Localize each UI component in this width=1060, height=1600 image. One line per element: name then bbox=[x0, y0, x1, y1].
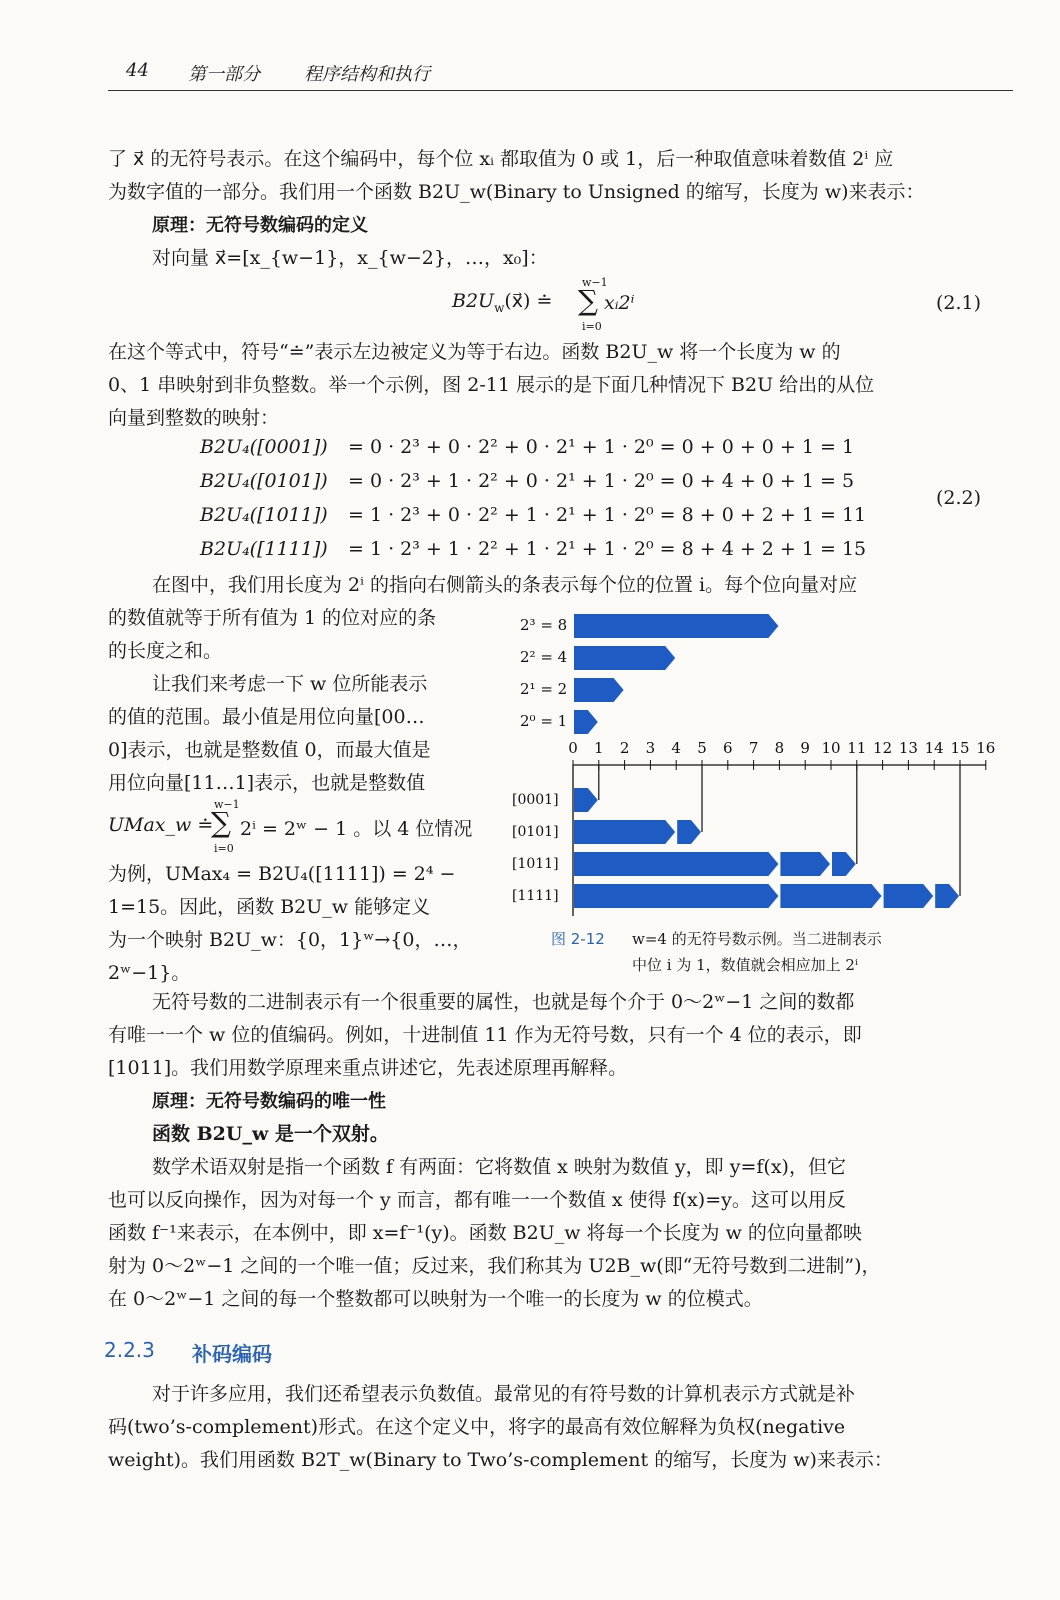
paragraph-line: 1=15。因此，函数 B2U_w 能够定义 bbox=[108, 896, 431, 918]
paragraph-line: 有唯一一个 w 位的值编码。例如，十进制值 11 作为无符号数，只有一个 4 位的表示，即 bbox=[108, 1024, 862, 1046]
vector-label: [1111] bbox=[512, 888, 559, 904]
legend-bar bbox=[574, 678, 624, 702]
eq22-rhs: = 0 · 2³ + 0 · 2² + 0 · 2¹ + 1 · 2⁰ = 0 + 0 + 0 + 1 = 1 bbox=[348, 436, 855, 458]
paragraph-line: 射为 0～2ʷ−1 之间的一个唯一值；反过来，我们称其为 U2B_w(即“无符号数到二进制”)， bbox=[108, 1255, 881, 1277]
legend-bar bbox=[574, 710, 598, 734]
tick-label: 4 bbox=[671, 739, 681, 757]
vector-segment bbox=[780, 884, 881, 908]
eq22-lhs: B2U₄([1111]) bbox=[200, 538, 328, 560]
tick-label: 0 bbox=[568, 739, 578, 757]
section-title: 补码编码 bbox=[192, 1342, 272, 1366]
tick-label: 1 bbox=[594, 739, 604, 757]
tick-label: 14 bbox=[924, 739, 944, 757]
figure-caption bbox=[551, 926, 605, 952]
equation-2-1 bbox=[452, 290, 552, 315]
vector-segment bbox=[574, 852, 778, 876]
section-number: 2.2.3 bbox=[104, 1338, 155, 1362]
paragraph-line: 数学术语双射是指一个函数 f 有两面：它将数值 x 映射为数值 y，即 y=f(x)，但它 bbox=[152, 1156, 846, 1178]
paragraph-line: 为例，UMax₄ = B2U₄([1111]) = 2⁴ − bbox=[108, 863, 456, 885]
figure-caption-line: w=4 的无符号数示例。当二进制表示 bbox=[632, 930, 882, 948]
eq-lhs: B2U bbox=[452, 290, 495, 312]
sum-bottom: i=0 bbox=[582, 320, 602, 333]
tick-label: 8 bbox=[774, 739, 785, 757]
vector-segment bbox=[780, 852, 830, 876]
sum-bottom: i=0 bbox=[214, 842, 234, 855]
eq22-rhs: = 1 · 2³ + 0 · 2² + 1 · 2¹ + 1 · 2⁰ = 8 + 0 + 2 + 1 = 11 bbox=[348, 504, 867, 526]
tick-label: 10 bbox=[821, 739, 841, 757]
umax-rhs: 2ⁱ = 2ʷ − 1 。以 4 位情况 bbox=[240, 818, 473, 840]
paragraph-line: 在图中，我们用长度为 2ⁱ 的指向右侧箭头的条表示每个位的位置 i。每个位向量对应 bbox=[152, 574, 858, 596]
part-label: 第一部分 bbox=[188, 64, 260, 85]
paragraph-line: 码(two’s-complement)形式。在这个定义中，将字的最高有效位解释为负权(negative bbox=[108, 1416, 846, 1438]
vector-label: [0101] bbox=[512, 824, 559, 840]
paragraph-line: 向量到整数的映射： bbox=[108, 407, 280, 429]
paragraph-line: 0]表示，也就是整数值 0，而最大值是 bbox=[108, 739, 431, 761]
paragraph-line: 在这个等式中，符号“≐”表示左边被定义为等于右边。函数 B2U_w 将一个长度为 w 的 bbox=[108, 341, 841, 363]
paragraph-line: 在 0～2ʷ−1 之间的每一个整数都可以映射为一个唯一的长度为 w 的位模式。 bbox=[108, 1288, 763, 1310]
paragraph-line: 为数字值的一部分。我们用一个函数 B2U_w(Binary to Unsigned 的缩写，长度为 w)来表示： bbox=[108, 181, 925, 203]
paragraph-line: [1011]。我们用数学原理来重点讲述它，先表述原理再解释。 bbox=[108, 1057, 628, 1079]
paragraph-line: 了 x⃗ 的无符号表示。在这个编码中，每个位 xᵢ 都取值为 0 或 1，后一种取值意味着数值 2ⁱ 应 bbox=[108, 148, 894, 170]
vector-label: [0001] bbox=[512, 792, 559, 808]
sum-top: w−1 bbox=[214, 798, 240, 811]
paragraph-line: 为一个映射 B2U_w：{0，1}ʷ→{0，…， bbox=[108, 929, 472, 951]
paragraph-line: 函数 f⁻¹来表示，在本例中，即 x=f⁻¹(y)。函数 B2U_w 将每一个长度为 w 的位向量都映 bbox=[108, 1222, 862, 1244]
paragraph-line: 对于许多应用，我们还希望表示负数值。最常见的有符号数的计算机表示方式就是补 bbox=[152, 1383, 856, 1405]
tick-label: 9 bbox=[800, 739, 810, 757]
tick-label: 13 bbox=[898, 739, 918, 757]
eq22-lhs: B2U₄([1011]) bbox=[200, 504, 328, 526]
eq22-rhs: = 1 · 2³ + 1 · 2² + 1 · 2¹ + 1 · 2⁰ = 8 + 4 + 2 + 1 = 15 bbox=[348, 538, 867, 560]
legend-label: 2⁰ = 1 bbox=[520, 712, 568, 730]
paragraph-line: weight)。我们用函数 B2T_w(Binary to Two’s-complement 的缩写，长度为 w)来表示： bbox=[108, 1449, 893, 1471]
legend-label: 2¹ = 2 bbox=[520, 680, 568, 698]
vector-segment bbox=[935, 884, 959, 908]
paragraph-line: 的数值就等于所有值为 1 的位对应的条 bbox=[108, 607, 437, 629]
sigma-icon: ∑ bbox=[578, 284, 598, 317]
equation-number: (2.1) bbox=[936, 292, 982, 314]
sigma-icon: ∑ bbox=[211, 806, 231, 839]
paragraph-line: 的值的范围。最小值是用位向量[00… bbox=[108, 706, 425, 728]
tick-label: 15 bbox=[950, 739, 970, 757]
chapter-title: 程序结构和执行 bbox=[304, 64, 430, 85]
equation-number: (2.2) bbox=[936, 487, 982, 509]
tick-label: 2 bbox=[619, 739, 630, 757]
principle-vector: 对向量 x⃗=[x_{w−1}，x_{w−2}，…，x₀]： bbox=[152, 247, 548, 269]
vector-label: [1011] bbox=[512, 856, 559, 872]
figure-label: 图 2-12 bbox=[551, 930, 605, 948]
sum-top: w−1 bbox=[582, 276, 608, 289]
eq-arg: (x⃗) ≐ bbox=[504, 290, 553, 312]
vector-segment bbox=[677, 820, 701, 844]
principle-body: 函数 B2U_w 是一个双射。 bbox=[152, 1123, 389, 1145]
paragraph-line: 让我们来考虑一下 w 位所能表示 bbox=[152, 673, 428, 695]
principle-title: 原理：无符号数编码的定义 bbox=[152, 215, 368, 236]
paragraph-line: 0、1 串映射到非负整数。举一个示例，图 2-11 展示的是下面几种情况下 B2U 给出的从位 bbox=[108, 374, 875, 396]
tick-label: 6 bbox=[723, 739, 733, 757]
vector-segment bbox=[884, 884, 934, 908]
tick-label: 7 bbox=[748, 739, 759, 757]
umax-lhs: UMax_w ≐ bbox=[108, 814, 214, 836]
vector-segment bbox=[574, 884, 778, 908]
figure-2-12-chart bbox=[500, 598, 1010, 918]
eq22-lhs: B2U₄([0101]) bbox=[200, 470, 328, 492]
vector-segment bbox=[574, 820, 675, 844]
tick-label: 11 bbox=[847, 739, 867, 757]
tick-label: 5 bbox=[697, 739, 707, 757]
vector-segment bbox=[574, 788, 598, 812]
paragraph-line: 2ʷ−1}。 bbox=[108, 962, 191, 984]
legend-bar bbox=[574, 646, 675, 670]
eq22-lhs: B2U₄([0001]) bbox=[200, 436, 328, 458]
running-header bbox=[108, 58, 1013, 91]
figure-caption-line: 中位 i 为 1，数值就会相应加上 2ⁱ bbox=[632, 956, 858, 974]
eq22-rhs: = 0 · 2³ + 1 · 2² + 0 · 2¹ + 1 · 2⁰ = 0 + 4 + 0 + 1 = 5 bbox=[348, 470, 855, 492]
legend-label: 2² = 4 bbox=[520, 648, 568, 666]
tick-label: 12 bbox=[873, 739, 893, 757]
eq-lhs-sub: w bbox=[494, 300, 505, 315]
paragraph-line: 用位向量[11…1]表示，也就是整数值 bbox=[108, 772, 426, 794]
paragraph-line: 无符号数的二进制表示有一个很重要的属性，也就是每个介于 0～2ʷ−1 之间的数都 bbox=[152, 991, 855, 1013]
principle-title: 原理：无符号数编码的唯一性 bbox=[152, 1091, 386, 1112]
tick-label: 3 bbox=[645, 739, 656, 757]
paragraph-line: 的长度之和。 bbox=[108, 640, 223, 662]
tick-label: 16 bbox=[976, 739, 996, 757]
page-number: 44 bbox=[126, 60, 149, 81]
legend-label: 2³ = 8 bbox=[520, 616, 568, 634]
paragraph-line: 也可以反向操作，因为对每一个 y 而言，都有唯一一个数值 x 使得 f(x)=y。这可以用反 bbox=[108, 1189, 846, 1211]
eq-term: xᵢ2ⁱ bbox=[604, 292, 635, 314]
legend-bar bbox=[574, 614, 778, 638]
vector-segment bbox=[832, 852, 856, 876]
